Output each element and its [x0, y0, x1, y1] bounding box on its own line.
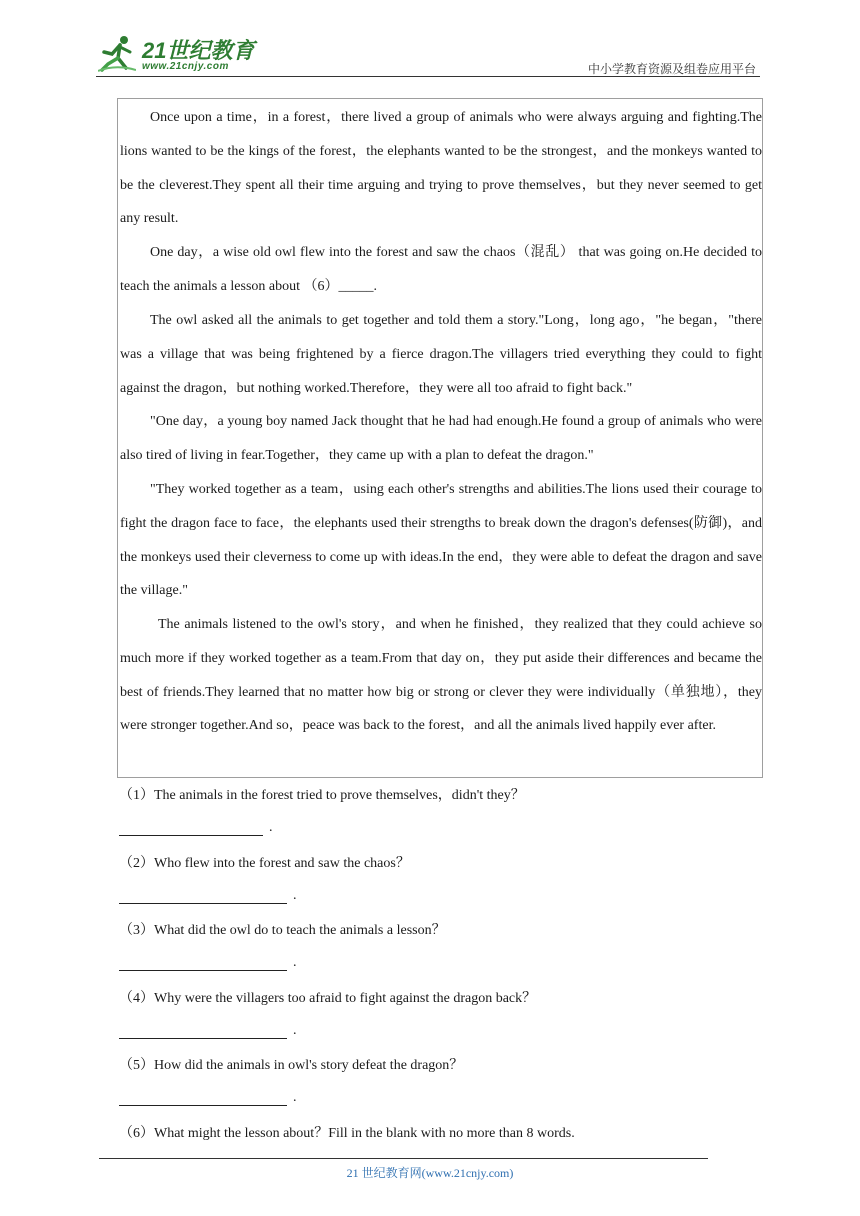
paragraph-text: Once upon a time，in a forest，there lived a group of animals who were always arguing and fighting.The lions wanted to be the kings of the forest，the elephants wanted to be the strongest，and the monkeys wanted to be the cleverest.They spent all their time arguing and trying to prove themselves，but they never seemed to get any result.: [120, 110, 762, 227]
answer-line[interactable]: [119, 1024, 287, 1039]
passage-paragraph-2: [120, 236, 762, 304]
logo-url-text: www.21cnjy.com: [142, 61, 229, 72]
answer-blank-3[interactable]: [119, 953, 297, 973]
answer-period: .: [293, 1090, 297, 1105]
header-divider: [96, 76, 760, 77]
logo: [96, 30, 296, 76]
answer-line[interactable]: [119, 1091, 287, 1106]
answer-line[interactable]: [119, 956, 287, 971]
reading-passage-box: [117, 98, 763, 778]
paragraph-text: "They worked together as a team，using each other's strengths and abilities.The lions used their courage to fight the dragon face to face，the elephants used their strengths to break down the dragon's defenses(防御)，and the monkeys used their cleverness to come up with ideas.In the end，they were able to defeat the dragon and save the village.": [120, 482, 762, 599]
passage-paragraph-3: [120, 304, 762, 405]
answer-line[interactable]: [119, 889, 287, 904]
answer-line[interactable]: [119, 821, 263, 836]
answer-blank-4[interactable]: [119, 1021, 297, 1041]
passage-paragraph-6: [120, 608, 762, 743]
question-4: （4）Why were the villagers too afraid to fight against the dragon back？: [119, 991, 537, 1006]
answer-blank-2[interactable]: [119, 886, 297, 906]
question-3: （3）What did the owl do to teach the animals a lesson？: [119, 923, 446, 938]
question-1: （1）The animals in the forest tried to prove themselves，didn't they？: [119, 788, 525, 803]
page-header: [96, 30, 760, 78]
paragraph-text: "One day，a young boy named Jack thought that he had had enough.He found a group of animals who were also tired of living in fear.Together，they came up with a plan to defeat the dragon.": [120, 414, 762, 463]
passage-paragraph-4: [120, 405, 762, 473]
answer-period: .: [293, 888, 297, 903]
question-5: （5）How did the animals in owl's story defeat the dragon？: [119, 1058, 464, 1073]
paragraph-text: The owl asked all the animals to get together and told them a story."Long，long ago，"he began，"there was a village that was being frightened by a fierce dragon.The villagers tried everything they could to fight against the dragon，but nothing worked.Therefore，they were all too afraid to fight back.": [120, 313, 762, 396]
runner-logo-icon: [98, 34, 136, 72]
footer-text: 21 世纪教育网(www.21cnjy.com): [346, 1166, 514, 1180]
paragraph-text: One day，a wise old owl flew into the forest and saw the chaos（混乱） that was going on.He decided to teach the animals a lesson about （6）_____.: [120, 245, 762, 294]
paragraph-text: The animals listened to the owl's story，and when he finished，they realized that they could achieve so much more if they worked together as a team.From that day on，they put aside their differences and became the best of friends.They learned that no matter how big or strong or clever they were individually（单独地），they were stronger together.And so，peace was back to the forest，and all the animals lived happily ever after.: [120, 617, 762, 734]
question-6: （6）What might the lesson about？Fill in the blank with no more than 8 words.: [119, 1126, 575, 1141]
passage-paragraph-1: [120, 101, 762, 236]
answer-blank-5[interactable]: [119, 1088, 297, 1108]
passage-paragraph-5: [120, 473, 762, 608]
answer-period: .: [269, 820, 273, 835]
question-2: （2）Who flew into the forest and saw the chaos？: [119, 856, 410, 871]
header-platform-text: 中小学教育资源及组卷应用平台: [587, 62, 756, 76]
logo-brand-text: 21世纪教育: [142, 38, 255, 63]
answer-period: .: [293, 955, 297, 970]
answer-blank-1[interactable]: [119, 818, 273, 838]
footer-divider: [99, 1158, 708, 1159]
answer-period: .: [293, 1023, 297, 1038]
